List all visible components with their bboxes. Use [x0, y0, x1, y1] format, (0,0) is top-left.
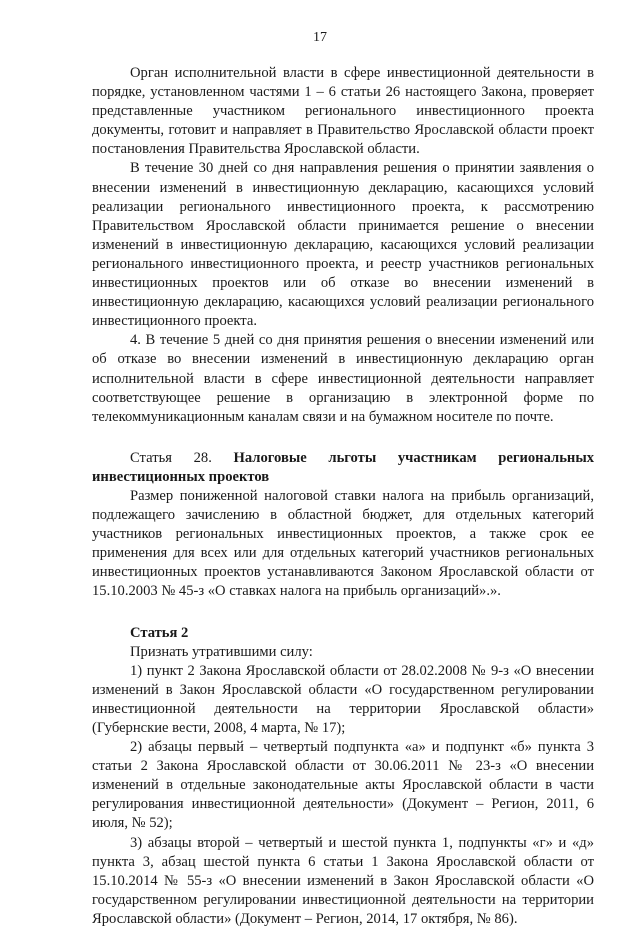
article-2-item-1: 1) пункт 2 Закона Ярославской области от 28.02.2008 № 9-з «О внесении изменений в Закон Ярославской области «О государственном регулировании инвестиционной деятельности на территории Ярославской области» (Губернские вести, 2008, 4 марта, № 17); [92, 662, 594, 736]
article-28-prefix: Статья 28. [130, 449, 234, 466]
article-28-title [92, 449, 594, 487]
article-28-title-text: Налоговые льготы участникам региональных инвестиционных проектов [92, 449, 595, 485]
spacer [92, 602, 594, 624]
spacer [92, 427, 594, 449]
paragraph-3: 4. В течение 5 дней со дня принятия решения о внесении изменений или об отказе во внесении изменений в инвестиционную декларацию орган исполнительной власти в сфере инвестиционной деятельности направляет соответствующее решение в организацию в электронной форме по телекоммуникационным каналам связи и на бумажном носителе по почте. [92, 332, 594, 425]
paragraph-2: В течение 30 дней со дня направления решения о принятии заявления о внесении изменений в инвестиционную декларацию, касающихся условий реализации регионального инвестиционного проекта, к рассмотрению Правительством Ярославской области принимается решение о внесении изменений в инвестиционную декларацию, касающихся условий реализации регионального инвестиционного проекта, и реестр участников региональных инвестиционных проектов или об отказе во внесении изменений в инвестиционную декларацию, касающихся условий реализации регионального инвестиционного проекта. [92, 160, 594, 330]
paragraph-1: Орган исполнительной власти в сфере инвестиционной деятельности в порядке, установленном частями 1 – 6 статьи 26 настоящего Закона, проверяет представленные участником регионального инвестиционного проекта документы, готовит и направляет в Правительство Ярославской области проект постановления Правительства Ярославской области. [92, 65, 594, 158]
article-28-text: Размер пониженной налоговой ставки налога на прибыль организаций, подлежащего зачислению в областной бюджет, для отдельных категорий участников региональных инвестиционных проектов, а также срок ее применения для всех или для отдельных категорий участников региональных инвестиционных проектов устанавливаются Законом Ярославской области от 15.10.2003 № 45-з «О ставках налога на прибыль организаций».». [92, 487, 594, 600]
article-2-item-2: 2) абзацы первый – четвертый подпункта «а» и подпункт «б» пункта 3 статьи 2 Закона Ярославской области от 30.06.2011 № 23-з «О внесении изменений в отдельные законодательные акты Ярославской области в части регулирования инвестиционной деятельности» (Документ – Регион, 2011, 6 июля, № 52); [92, 739, 594, 832]
document-body [92, 64, 594, 929]
article-2-intro: Признать утратившими силу: [130, 643, 313, 660]
article-2-item-3: 3) абзацы второй – четвертый и шестой пункта 1, подпункты «г» и «д» пункта 3, абзац шестой пункта 6 статьи 1 Закона Ярославской области от 15.10.2014 № 55-з «О внесении изменений в Закон Ярославской области «О государственном регулировании инвестиционной деятельности на территории Ярославской области» (Документ – Регион, 2014, 17 октября, № 86). [92, 834, 594, 927]
article-2-heading: Статья 2 [130, 624, 189, 641]
page-number: 17 [313, 30, 327, 45]
